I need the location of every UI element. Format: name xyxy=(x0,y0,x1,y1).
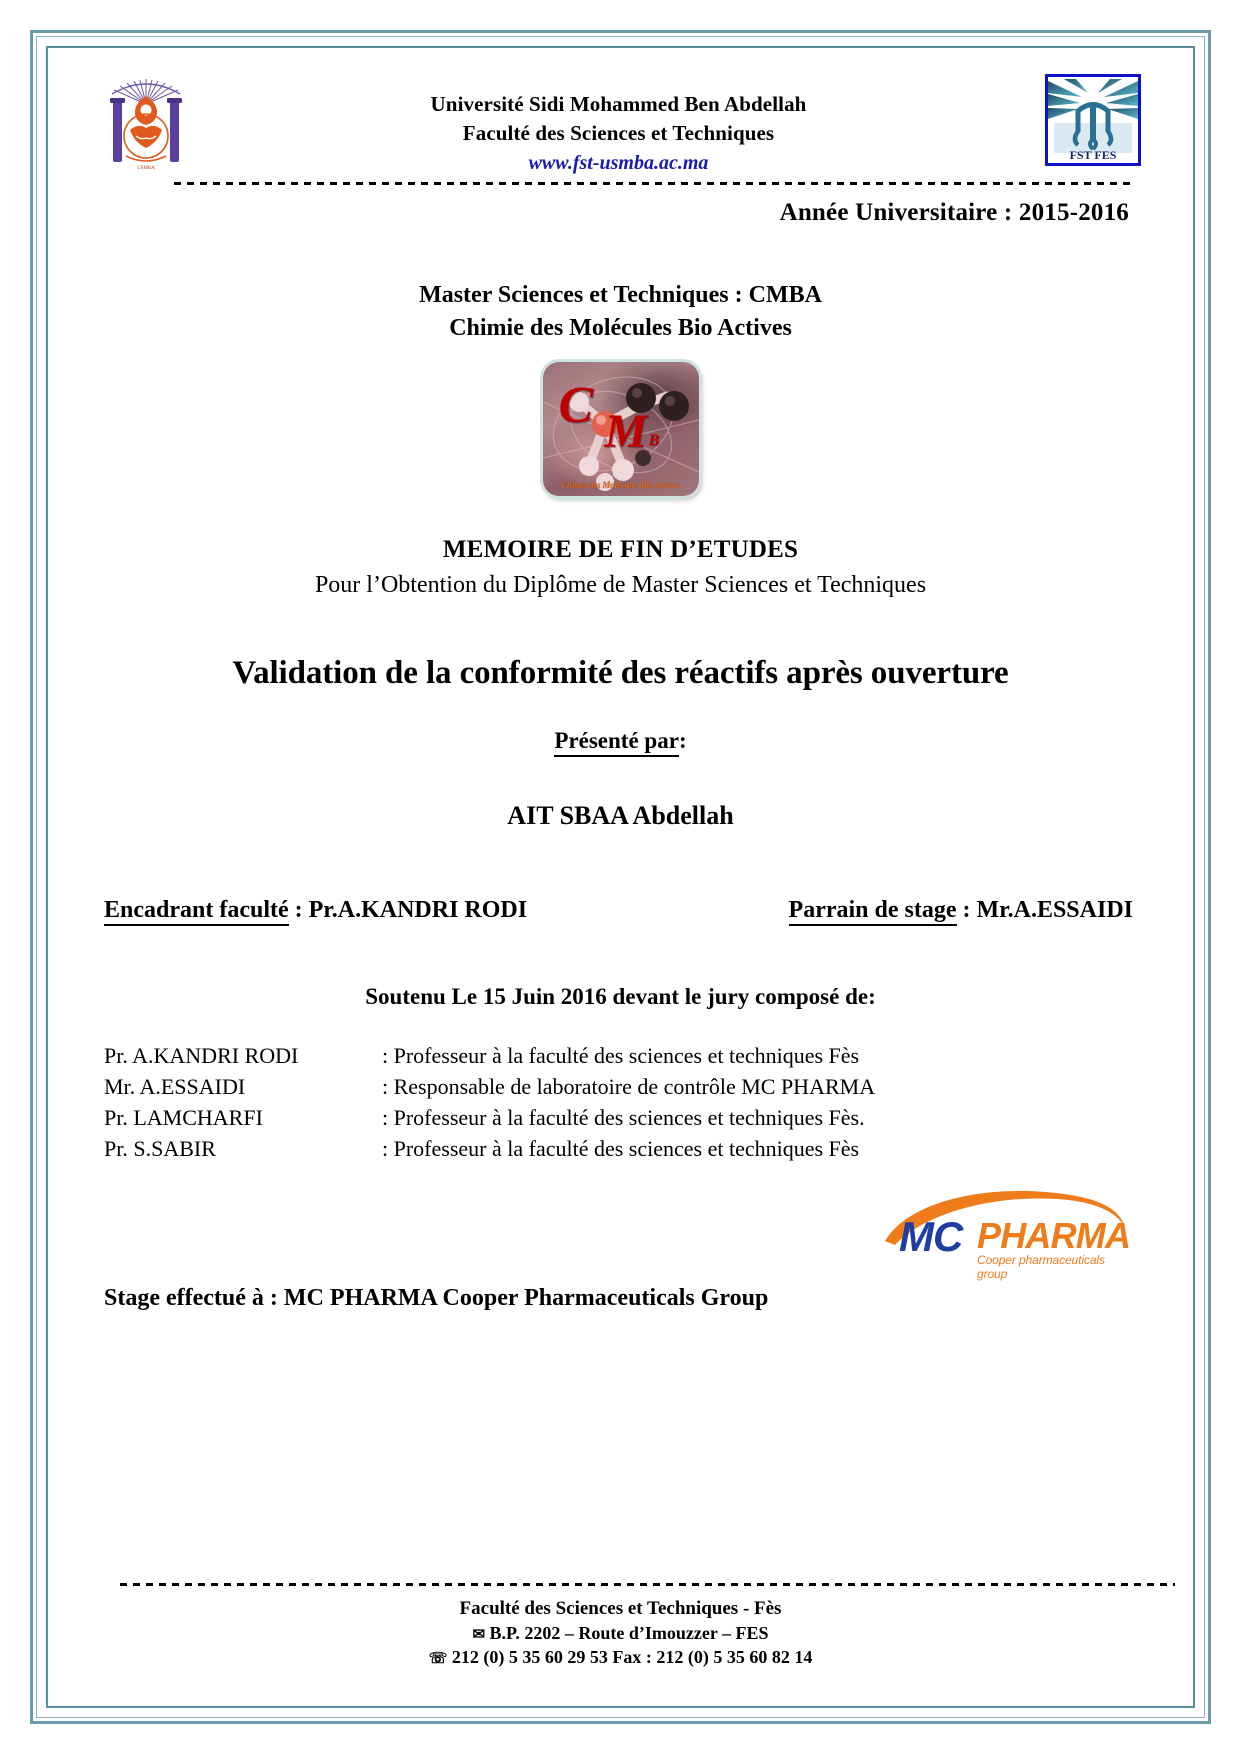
jury-member-name: Mr. A.ESSAIDI xyxy=(104,1073,246,1099)
fst-fes-label: FST FES xyxy=(1069,148,1117,162)
faculty-supervisor-label: Encadrant faculté xyxy=(104,897,289,926)
faculty-website-link[interactable]: www.fst-usmba.ac.ma xyxy=(528,151,709,174)
jury-member-name: Pr. S.SABIR xyxy=(104,1136,216,1162)
header-divider xyxy=(174,182,1131,185)
document-header xyxy=(100,66,1141,176)
company-supervisor xyxy=(789,897,1133,926)
author-name: AIT SBAA Abdellah xyxy=(507,800,734,830)
cmba-letter-m: M xyxy=(604,405,648,459)
jury-row xyxy=(104,1040,1141,1071)
presented-by-block xyxy=(100,728,1141,756)
header-titles xyxy=(192,74,1045,178)
footer-address-line xyxy=(56,1623,1185,1644)
svg-text:USMBA: USMBA xyxy=(137,166,155,171)
company-supervisor-value: : Mr.A.ESSAIDI xyxy=(956,896,1133,923)
cmba-logo-wrap xyxy=(100,362,1141,496)
jury-member-name: Pr. A.KANDRI RODI xyxy=(104,1042,299,1068)
university-name: Université Sidi Mohammed Ben Abdellah xyxy=(430,92,807,116)
mc-pharma-pharma-text: PHARMA xyxy=(977,1214,1131,1256)
page-content xyxy=(56,56,1185,1698)
mc-pharma-logo-icon xyxy=(881,1187,1129,1279)
thesis-main-title: Validation de la conformité des réactifs après ouverture xyxy=(232,655,1009,692)
master-program-block xyxy=(100,279,1141,344)
cmba-letter-c: C xyxy=(558,377,594,435)
phone-icon: ☏ xyxy=(428,1651,448,1667)
master-program-title: Master Sciences et Techniques : CMBA xyxy=(419,282,822,308)
master-program-subtitle: Chimie des Molécules Bio Actives xyxy=(449,314,792,341)
jury-member-role: : Responsable de laboratoire de contrôle MC PHARMA xyxy=(382,1073,876,1099)
faculty-supervisor xyxy=(104,897,527,926)
jury-list xyxy=(100,1040,1141,1165)
footer-address: B.P. 2202 – Route d’Imouzzer – FES xyxy=(489,1623,769,1643)
university-emblem-icon xyxy=(100,74,192,174)
cmba-letter-b: B xyxy=(648,432,660,450)
jury-row xyxy=(104,1133,1141,1164)
mail-icon: ✉ xyxy=(472,1627,486,1643)
supervisors-row xyxy=(100,897,1141,926)
fst-fes-logo-icon xyxy=(1045,74,1141,166)
document-footer xyxy=(56,1577,1185,1668)
jury-member-name: Pr. LAMCHARFI xyxy=(104,1105,263,1131)
footer-contact: 212 (0) 5 35 60 29 53 Fax : 212 (0) 5 35 60 82 14 xyxy=(451,1647,813,1667)
mc-pharma-logo-wrap xyxy=(100,1187,1141,1279)
thesis-type-subtitle: Pour l’Obtention du Diplôme de Master Sciences et Techniques xyxy=(314,572,927,599)
mc-pharma-mc-text: MC xyxy=(899,1212,963,1260)
jury-member-role: : Professeur à la faculté des sciences et techniques Fès xyxy=(382,1136,860,1162)
academic-year: Année Universitaire : 2015-2016 xyxy=(779,199,1129,226)
footer-contact-line xyxy=(56,1647,1185,1668)
company-supervisor-label: Parrain de stage xyxy=(789,897,957,926)
cmba-logo-caption: Chimie des Molécules Bio Actives xyxy=(561,480,680,491)
defense-statement: Soutenu Le 15 Juin 2016 devant le jury composé de: xyxy=(365,983,876,1009)
faculty-name: Faculté des Sciences et Techniques xyxy=(462,120,775,145)
thesis-type-title: MEMOIRE DE FIN D’ETUDES xyxy=(442,536,799,564)
mc-pharma-tagline: Cooper pharmaceuticals group xyxy=(977,1252,1105,1281)
jury-row xyxy=(104,1071,1141,1102)
internship-location: Stage effectué à : MC PHARMA Cooper Pharmaceuticals Group xyxy=(104,1284,769,1311)
footer-faculty: Faculté des Sciences et Techniques - Fès xyxy=(459,1598,782,1619)
jury-member-role: : Professeur à la faculté des sciences et techniques Fès xyxy=(382,1042,860,1068)
cmba-logo-icon xyxy=(543,362,699,496)
jury-member-role: : Professeur à la faculté des sciences et techniques Fès. xyxy=(382,1105,865,1131)
presented-by-colon: : xyxy=(678,728,687,754)
jury-row xyxy=(104,1102,1141,1133)
footer-divider xyxy=(120,1583,1175,1586)
faculty-supervisor-value: : Pr.A.KANDRI RODI xyxy=(288,896,528,923)
thesis-type-block xyxy=(100,536,1141,599)
presented-by-label: Présenté par xyxy=(554,728,679,756)
